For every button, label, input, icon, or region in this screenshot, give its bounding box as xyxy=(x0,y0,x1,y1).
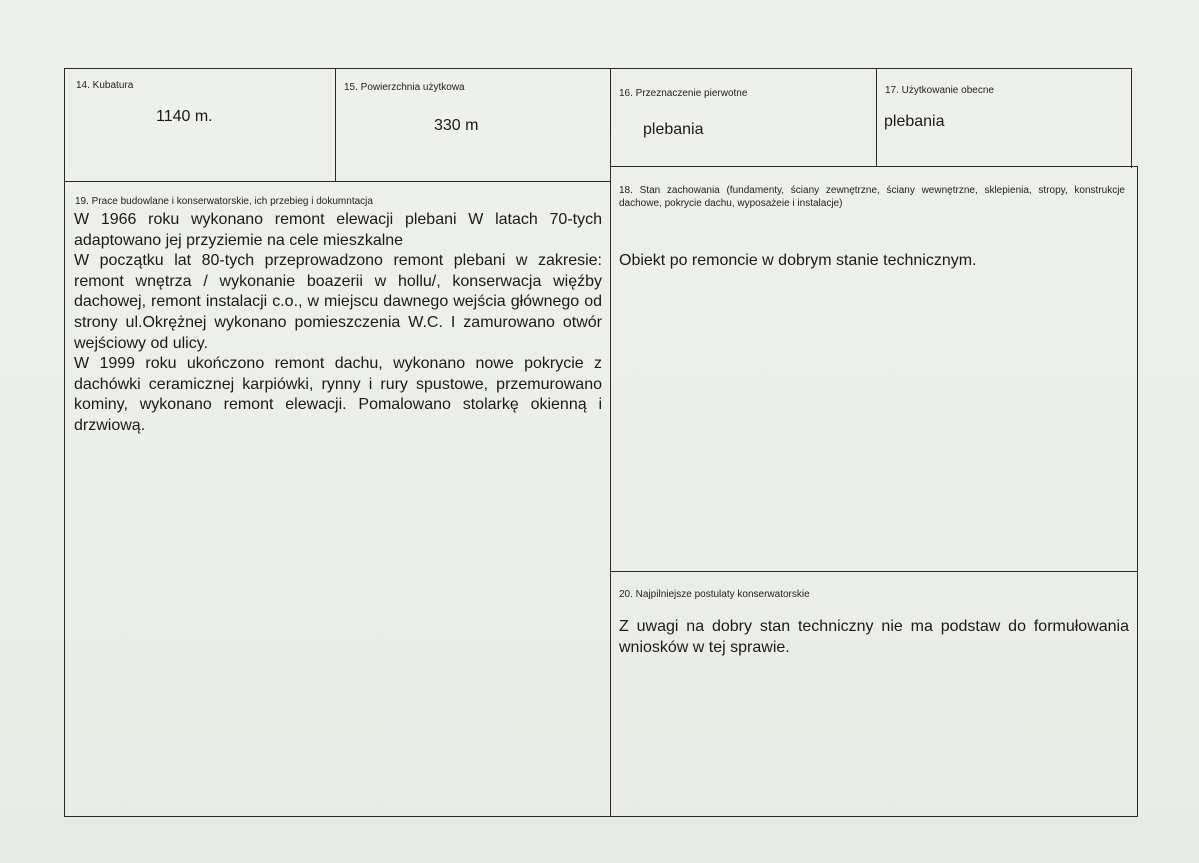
field-19-paragraph-3: W 1999 roku ukończono remont dachu, wykonano nowe pokrycie z dachówki ceramicznej karpiówki, rynny i rury spustowe, przemurowano kominy, wykonano remont elewacji. Pomalowano stolarkę okienną i drzwiową. xyxy=(74,355,602,434)
field-15-value: 330 m xyxy=(434,117,479,134)
field-18-label-text: 18. Stan zachowania (fundamenty, ściany zewnętrzne, ściany wewnętrzne, sklepienia, stropy, konstrukcje dachowe, pokrycie dachu, wyposażeie i instalacje) xyxy=(619,185,1125,209)
divider-middle xyxy=(610,68,611,817)
field-16-value: plebania xyxy=(643,121,704,138)
frame-right-line-upper xyxy=(1131,68,1132,168)
field-14-label: 14. Kubatura xyxy=(76,80,134,91)
field-19-paragraph-1: W 1966 roku wykonano remont elewacji plebani W latach 70-tych adaptowano jej przyziemie na cele mieszkalne xyxy=(74,211,602,249)
field-15-label: 15. Powierzchnia użytkowa xyxy=(344,82,465,93)
row-divider-right xyxy=(610,166,1137,167)
field-20-value: Z uwagi na dobry stan techniczny nie ma podstaw do formułowania wniosków w tej sprawie. xyxy=(619,618,1129,656)
field-19-text xyxy=(74,210,602,437)
field-17-value: plebania xyxy=(884,113,945,130)
field-20-label: 20. Najpilniejsze postulaty konserwatorskie xyxy=(619,589,810,600)
field-19-paragraph-2: W początku lat 80-tych przeprowadzono remont plebani w zakresie: remont wnętrza / wykonanie boazerii w hollu/, konserwacja więźby dachowej, remont instalacji c.o., w miejscu dawnego wejścia głównego od strony ul.Okrężnej wykonano pomieszczenia W.C. I zamurowano otwór wejściowy od ulicy. xyxy=(74,252,602,352)
frame-bottom-line xyxy=(64,816,1138,817)
divider-16-17 xyxy=(876,68,877,167)
field-16-label: 16. Przeznaczenie pierwotne xyxy=(619,88,748,99)
divider-14-15 xyxy=(335,68,336,182)
field-18-value: Obiekt po remoncie w dobrym stanie technicznym. xyxy=(619,252,977,269)
field-14-value: 1140 m. xyxy=(156,108,213,125)
row-divider-left xyxy=(64,181,611,182)
field-17-label: 17. Użytkowanie obecne xyxy=(885,85,994,96)
field-19-label: 19. Prace budowlane i konserwatorskie, ich przebieg i dokumntacja xyxy=(75,196,373,207)
frame-right-line-lower xyxy=(1137,166,1138,817)
frame-top-line xyxy=(64,68,1132,69)
field-18-label xyxy=(619,184,1125,210)
section-divider-20 xyxy=(610,571,1137,572)
